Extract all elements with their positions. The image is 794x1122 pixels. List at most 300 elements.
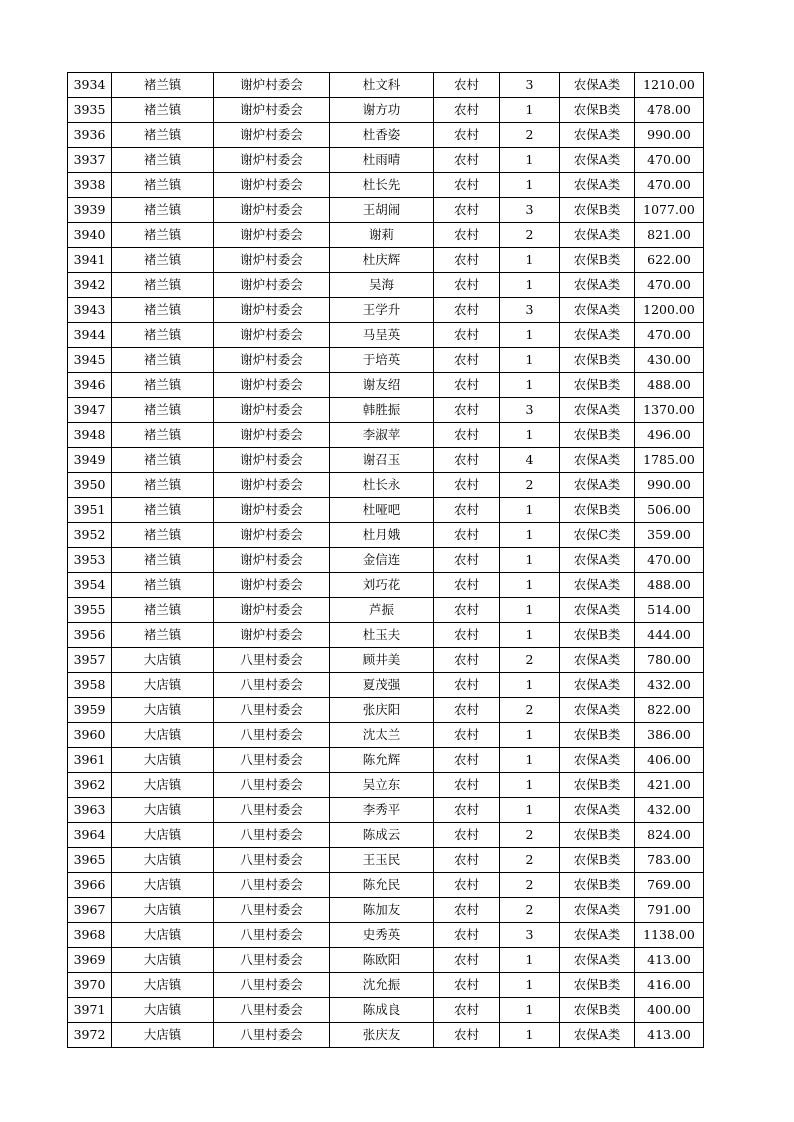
village-cell: 谢炉村委会 [214, 223, 330, 248]
serial-cell: 3944 [68, 323, 112, 348]
category-cell: 农保A类 [560, 173, 635, 198]
town-cell: 褚兰镇 [112, 423, 214, 448]
amount-cell: 990.00 [635, 123, 704, 148]
amount-cell: 496.00 [635, 423, 704, 448]
category-cell: 农保B类 [560, 423, 635, 448]
area-cell: 农村 [434, 1023, 500, 1048]
name-cell: 顾井美 [330, 648, 434, 673]
category-cell: 农保B类 [560, 973, 635, 998]
area-cell: 农村 [434, 198, 500, 223]
category-cell: 农保A类 [560, 448, 635, 473]
table-row [68, 473, 704, 498]
count-cell: 1 [500, 323, 560, 348]
amount-cell: 470.00 [635, 273, 704, 298]
name-cell: 杜长永 [330, 473, 434, 498]
village-cell: 八里村委会 [214, 848, 330, 873]
town-cell: 褚兰镇 [112, 148, 214, 173]
count-cell: 3 [500, 198, 560, 223]
category-cell: 农保B类 [560, 373, 635, 398]
town-cell: 褚兰镇 [112, 248, 214, 273]
category-cell: 农保B类 [560, 873, 635, 898]
count-cell: 3 [500, 73, 560, 98]
area-cell: 农村 [434, 448, 500, 473]
name-cell: 陈允民 [330, 873, 434, 898]
name-cell: 陈加友 [330, 898, 434, 923]
area-cell: 农村 [434, 148, 500, 173]
amount-cell: 1200.00 [635, 298, 704, 323]
count-cell: 2 [500, 123, 560, 148]
area-cell: 农村 [434, 173, 500, 198]
serial-cell: 3963 [68, 798, 112, 823]
name-cell: 陈允辉 [330, 748, 434, 773]
area-cell: 农村 [434, 723, 500, 748]
name-cell: 金信连 [330, 548, 434, 573]
count-cell: 1 [500, 798, 560, 823]
serial-cell: 3951 [68, 498, 112, 523]
table-row [68, 348, 704, 373]
table-row [68, 198, 704, 223]
name-cell: 谢方功 [330, 98, 434, 123]
serial-cell: 3964 [68, 823, 112, 848]
name-cell: 杜哑吧 [330, 498, 434, 523]
name-cell: 杜玉夫 [330, 623, 434, 648]
serial-cell: 3948 [68, 423, 112, 448]
amount-cell: 1785.00 [635, 448, 704, 473]
serial-cell: 3950 [68, 473, 112, 498]
amount-cell: 478.00 [635, 98, 704, 123]
amount-cell: 769.00 [635, 873, 704, 898]
serial-cell: 3953 [68, 548, 112, 573]
village-cell: 谢炉村委会 [214, 573, 330, 598]
count-cell: 1 [500, 598, 560, 623]
amount-cell: 444.00 [635, 623, 704, 648]
amount-cell: 406.00 [635, 748, 704, 773]
records-table [67, 72, 704, 1048]
table-row [68, 848, 704, 873]
town-cell: 大店镇 [112, 723, 214, 748]
town-cell: 褚兰镇 [112, 548, 214, 573]
village-cell: 八里村委会 [214, 723, 330, 748]
table-row [68, 573, 704, 598]
area-cell: 农村 [434, 223, 500, 248]
serial-cell: 3945 [68, 348, 112, 373]
count-cell: 2 [500, 473, 560, 498]
count-cell: 1 [500, 373, 560, 398]
serial-cell: 3956 [68, 623, 112, 648]
town-cell: 褚兰镇 [112, 448, 214, 473]
amount-cell: 470.00 [635, 323, 704, 348]
serial-cell: 3955 [68, 598, 112, 623]
count-cell: 2 [500, 873, 560, 898]
table-row [68, 748, 704, 773]
serial-cell: 3939 [68, 198, 112, 223]
table-row [68, 523, 704, 548]
name-cell: 杜长先 [330, 173, 434, 198]
name-cell: 吴立东 [330, 773, 434, 798]
table-row [68, 823, 704, 848]
amount-cell: 470.00 [635, 148, 704, 173]
area-cell: 农村 [434, 523, 500, 548]
village-cell: 谢炉村委会 [214, 273, 330, 298]
area-cell: 农村 [434, 648, 500, 673]
count-cell: 2 [500, 848, 560, 873]
count-cell: 3 [500, 398, 560, 423]
area-cell: 农村 [434, 873, 500, 898]
category-cell: 农保B类 [560, 773, 635, 798]
serial-cell: 3949 [68, 448, 112, 473]
town-cell: 褚兰镇 [112, 348, 214, 373]
table-row [68, 948, 704, 973]
town-cell: 大店镇 [112, 1023, 214, 1048]
village-cell: 谢炉村委会 [214, 398, 330, 423]
table-row [68, 798, 704, 823]
name-cell: 芦振 [330, 598, 434, 623]
amount-cell: 1138.00 [635, 923, 704, 948]
town-cell: 大店镇 [112, 798, 214, 823]
amount-cell: 413.00 [635, 948, 704, 973]
area-cell: 农村 [434, 348, 500, 373]
serial-cell: 3971 [68, 998, 112, 1023]
town-cell: 大店镇 [112, 773, 214, 798]
amount-cell: 821.00 [635, 223, 704, 248]
table-row [68, 148, 704, 173]
serial-cell: 3970 [68, 973, 112, 998]
count-cell: 1 [500, 973, 560, 998]
town-cell: 大店镇 [112, 948, 214, 973]
amount-cell: 470.00 [635, 548, 704, 573]
serial-cell: 3940 [68, 223, 112, 248]
amount-cell: 822.00 [635, 698, 704, 723]
village-cell: 谢炉村委会 [214, 473, 330, 498]
table-row [68, 698, 704, 723]
name-cell: 史秀英 [330, 923, 434, 948]
table-row [68, 223, 704, 248]
amount-cell: 780.00 [635, 648, 704, 673]
town-cell: 大店镇 [112, 823, 214, 848]
category-cell: 农保A类 [560, 223, 635, 248]
village-cell: 谢炉村委会 [214, 298, 330, 323]
table-row [68, 598, 704, 623]
village-cell: 八里村委会 [214, 798, 330, 823]
area-cell: 农村 [434, 823, 500, 848]
name-cell: 韩胜振 [330, 398, 434, 423]
village-cell: 八里村委会 [214, 773, 330, 798]
name-cell: 谢友绍 [330, 373, 434, 398]
category-cell: 农保A类 [560, 798, 635, 823]
table-row [68, 548, 704, 573]
count-cell: 4 [500, 448, 560, 473]
count-cell: 2 [500, 823, 560, 848]
village-cell: 谢炉村委会 [214, 323, 330, 348]
name-cell: 刘巧花 [330, 573, 434, 598]
area-cell: 农村 [434, 323, 500, 348]
serial-cell: 3969 [68, 948, 112, 973]
category-cell: 农保A类 [560, 298, 635, 323]
area-cell: 农村 [434, 773, 500, 798]
town-cell: 褚兰镇 [112, 523, 214, 548]
category-cell: 农保A类 [560, 323, 635, 348]
table-row [68, 648, 704, 673]
area-cell: 农村 [434, 98, 500, 123]
category-cell: 农保A类 [560, 548, 635, 573]
amount-cell: 470.00 [635, 173, 704, 198]
village-cell: 谢炉村委会 [214, 173, 330, 198]
area-cell: 农村 [434, 673, 500, 698]
count-cell: 2 [500, 898, 560, 923]
amount-cell: 421.00 [635, 773, 704, 798]
amount-cell: 432.00 [635, 798, 704, 823]
area-cell: 农村 [434, 998, 500, 1023]
village-cell: 谢炉村委会 [214, 198, 330, 223]
category-cell: 农保A类 [560, 898, 635, 923]
name-cell: 陈欧阳 [330, 948, 434, 973]
town-cell: 褚兰镇 [112, 398, 214, 423]
village-cell: 谢炉村委会 [214, 373, 330, 398]
count-cell: 2 [500, 223, 560, 248]
serial-cell: 3958 [68, 673, 112, 698]
town-cell: 褚兰镇 [112, 623, 214, 648]
village-cell: 八里村委会 [214, 898, 330, 923]
area-cell: 农村 [434, 898, 500, 923]
table-row [68, 123, 704, 148]
name-cell: 吴海 [330, 273, 434, 298]
count-cell: 1 [500, 723, 560, 748]
count-cell: 1 [500, 248, 560, 273]
category-cell: 农保A类 [560, 473, 635, 498]
village-cell: 八里村委会 [214, 873, 330, 898]
area-cell: 农村 [434, 848, 500, 873]
village-cell: 八里村委会 [214, 673, 330, 698]
serial-cell: 3962 [68, 773, 112, 798]
count-cell: 1 [500, 573, 560, 598]
name-cell: 杜香姿 [330, 123, 434, 148]
serial-cell: 3961 [68, 748, 112, 773]
category-cell: 农保B类 [560, 848, 635, 873]
amount-cell: 990.00 [635, 473, 704, 498]
amount-cell: 1210.00 [635, 73, 704, 98]
serial-cell: 3954 [68, 573, 112, 598]
village-cell: 谢炉村委会 [214, 98, 330, 123]
village-cell: 谢炉村委会 [214, 423, 330, 448]
name-cell: 杜雨晴 [330, 148, 434, 173]
amount-cell: 430.00 [635, 348, 704, 373]
name-cell: 谢莉 [330, 223, 434, 248]
town-cell: 大店镇 [112, 998, 214, 1023]
town-cell: 褚兰镇 [112, 573, 214, 598]
amount-cell: 791.00 [635, 898, 704, 923]
table-row [68, 173, 704, 198]
amount-cell: 1077.00 [635, 198, 704, 223]
table-row [68, 498, 704, 523]
table-row [68, 373, 704, 398]
count-cell: 3 [500, 298, 560, 323]
table-row [68, 273, 704, 298]
amount-cell: 359.00 [635, 523, 704, 548]
name-cell: 陈成云 [330, 823, 434, 848]
village-cell: 谢炉村委会 [214, 548, 330, 573]
area-cell: 农村 [434, 698, 500, 723]
category-cell: 农保A类 [560, 398, 635, 423]
category-cell: 农保A类 [560, 673, 635, 698]
amount-cell: 400.00 [635, 998, 704, 1023]
table-row [68, 898, 704, 923]
table-row [68, 448, 704, 473]
town-cell: 大店镇 [112, 973, 214, 998]
town-cell: 大店镇 [112, 848, 214, 873]
category-cell: 农保B类 [560, 998, 635, 1023]
village-cell: 谢炉村委会 [214, 73, 330, 98]
count-cell: 1 [500, 623, 560, 648]
category-cell: 农保A类 [560, 1023, 635, 1048]
village-cell: 八里村委会 [214, 1023, 330, 1048]
serial-cell: 3942 [68, 273, 112, 298]
category-cell: 农保B类 [560, 623, 635, 648]
name-cell: 张庆友 [330, 1023, 434, 1048]
serial-cell: 3946 [68, 373, 112, 398]
count-cell: 1 [500, 523, 560, 548]
count-cell: 1 [500, 423, 560, 448]
village-cell: 八里村委会 [214, 973, 330, 998]
village-cell: 谢炉村委会 [214, 123, 330, 148]
village-cell: 谢炉村委会 [214, 623, 330, 648]
town-cell: 褚兰镇 [112, 98, 214, 123]
serial-cell: 3972 [68, 1023, 112, 1048]
category-cell: 农保A类 [560, 648, 635, 673]
name-cell: 王学升 [330, 298, 434, 323]
area-cell: 农村 [434, 298, 500, 323]
table-row [68, 998, 704, 1023]
category-cell: 农保A类 [560, 748, 635, 773]
amount-cell: 622.00 [635, 248, 704, 273]
name-cell: 王玉民 [330, 848, 434, 873]
area-cell: 农村 [434, 248, 500, 273]
count-cell: 1 [500, 348, 560, 373]
serial-cell: 3959 [68, 698, 112, 723]
village-cell: 八里村委会 [214, 748, 330, 773]
name-cell: 于培英 [330, 348, 434, 373]
table-row [68, 398, 704, 423]
name-cell: 李淑苹 [330, 423, 434, 448]
count-cell: 1 [500, 673, 560, 698]
name-cell: 沈太兰 [330, 723, 434, 748]
category-cell: 农保B类 [560, 348, 635, 373]
table-row [68, 248, 704, 273]
town-cell: 褚兰镇 [112, 173, 214, 198]
name-cell: 马呈英 [330, 323, 434, 348]
table-row [68, 973, 704, 998]
category-cell: 农保C类 [560, 523, 635, 548]
town-cell: 大店镇 [112, 923, 214, 948]
serial-cell: 3957 [68, 648, 112, 673]
table-row [68, 423, 704, 448]
category-cell: 农保A类 [560, 123, 635, 148]
serial-cell: 3965 [68, 848, 112, 873]
amount-cell: 416.00 [635, 973, 704, 998]
name-cell: 张庆阳 [330, 698, 434, 723]
count-cell: 2 [500, 648, 560, 673]
amount-cell: 1370.00 [635, 398, 704, 423]
village-cell: 谢炉村委会 [214, 148, 330, 173]
serial-cell: 3934 [68, 73, 112, 98]
table-row [68, 873, 704, 898]
count-cell: 1 [500, 948, 560, 973]
town-cell: 大店镇 [112, 748, 214, 773]
table-row [68, 98, 704, 123]
amount-cell: 514.00 [635, 598, 704, 623]
category-cell: 农保B类 [560, 98, 635, 123]
category-cell: 农保A类 [560, 573, 635, 598]
count-cell: 1 [500, 98, 560, 123]
area-cell: 农村 [434, 973, 500, 998]
village-cell: 谢炉村委会 [214, 448, 330, 473]
village-cell: 谢炉村委会 [214, 598, 330, 623]
name-cell: 李秀平 [330, 798, 434, 823]
serial-cell: 3966 [68, 873, 112, 898]
town-cell: 褚兰镇 [112, 73, 214, 98]
town-cell: 大店镇 [112, 648, 214, 673]
count-cell: 2 [500, 698, 560, 723]
area-cell: 农村 [434, 473, 500, 498]
table-row [68, 923, 704, 948]
town-cell: 大店镇 [112, 698, 214, 723]
category-cell: 农保A类 [560, 698, 635, 723]
name-cell: 陈成良 [330, 998, 434, 1023]
table-row [68, 723, 704, 748]
serial-cell: 3960 [68, 723, 112, 748]
town-cell: 大店镇 [112, 898, 214, 923]
amount-cell: 386.00 [635, 723, 704, 748]
count-cell: 1 [500, 498, 560, 523]
area-cell: 农村 [434, 748, 500, 773]
count-cell: 1 [500, 148, 560, 173]
table-row [68, 1023, 704, 1048]
count-cell: 1 [500, 773, 560, 798]
town-cell: 褚兰镇 [112, 598, 214, 623]
count-cell: 1 [500, 548, 560, 573]
area-cell: 农村 [434, 398, 500, 423]
amount-cell: 506.00 [635, 498, 704, 523]
town-cell: 褚兰镇 [112, 198, 214, 223]
town-cell: 褚兰镇 [112, 273, 214, 298]
amount-cell: 413.00 [635, 1023, 704, 1048]
name-cell: 谢召玉 [330, 448, 434, 473]
count-cell: 1 [500, 748, 560, 773]
amount-cell: 488.00 [635, 373, 704, 398]
area-cell: 农村 [434, 573, 500, 598]
count-cell: 1 [500, 1023, 560, 1048]
village-cell: 八里村委会 [214, 648, 330, 673]
category-cell: 农保A类 [560, 948, 635, 973]
village-cell: 谢炉村委会 [214, 348, 330, 373]
serial-cell: 3943 [68, 298, 112, 323]
serial-cell: 3938 [68, 173, 112, 198]
serial-cell: 3937 [68, 148, 112, 173]
table-row [68, 323, 704, 348]
serial-cell: 3947 [68, 398, 112, 423]
count-cell: 1 [500, 273, 560, 298]
serial-cell: 3968 [68, 923, 112, 948]
amount-cell: 432.00 [635, 673, 704, 698]
village-cell: 八里村委会 [214, 998, 330, 1023]
town-cell: 大店镇 [112, 673, 214, 698]
area-cell: 农村 [434, 273, 500, 298]
area-cell: 农村 [434, 123, 500, 148]
category-cell: 农保B类 [560, 498, 635, 523]
town-cell: 褚兰镇 [112, 298, 214, 323]
town-cell: 褚兰镇 [112, 223, 214, 248]
area-cell: 农村 [434, 498, 500, 523]
table-row [68, 73, 704, 98]
